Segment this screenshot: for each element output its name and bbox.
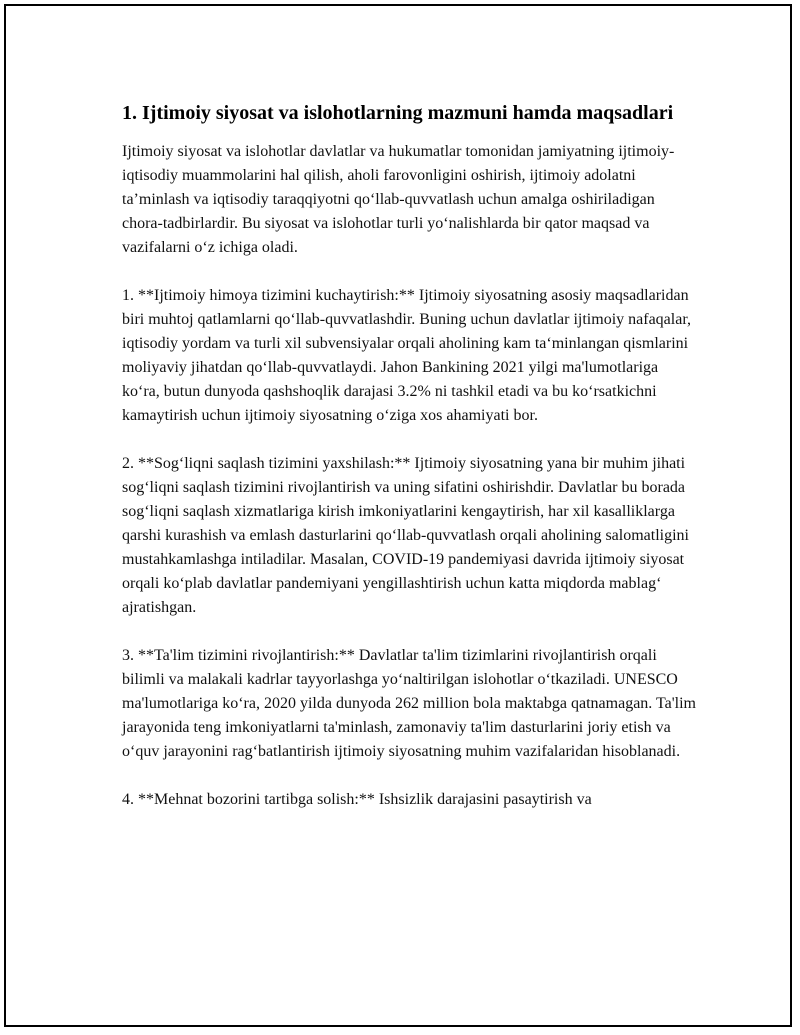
paragraph-social-protection: 1. **Ijtimoiy himoya tizimini kuchaytirish:** Ijtimoiy siyosatning asosiy maqsadlaridan biri muhtoj qatlamlarni qoʻllab-quvvatlashdir. Buning uchun davlatlar ijtimoiy nafaqalar, iqtisodiy yordam va turli xil subvensiyalar orqali aholining kam taʻminlangan qismlarini moliyaviy jihatdan qoʻllab-quvvatlaydi. Jahon Bankining 2021 yilgi ma'lumotlariga koʻra, butun dunyoda qashshoqlik darajasi 3.2% ni tashkil etadi va bu koʻrsatkichni kamaytirish uchun ijtimoiy siyosatning oʻziga xos ahamiyati bor. xyxy=(122,287,691,424)
page-frame xyxy=(4,4,792,1027)
intro-paragraph: Ijtimoiy siyosat va islohotlar davlatlar va hukumatlar tomonidan jamiyatning ijtimoiy-iqtisodiy muammolarini hal qilish, aholi farovonligini oshirish, ijtimoiy adolatni taʼminlash va iqtisodiy taraqqiyotni qoʻllab-quvvatlash uchun amalga oshiriladigan chora-tadbirlardir. Bu siyosat va islohotlar turli yoʻnalishlarda bir qator maqsad va vazifalarni oʻz ichiga oladi. xyxy=(122,143,675,256)
section-heading: 1. Ijtimoiy siyosat va islohotlarning mazmuni hamda maqsadlari xyxy=(122,102,674,124)
paragraph-education: 3. **Ta'lim tizimini rivojlantirish:** Davlatlar ta'lim tizimlarini rivojlantirish orqali bilimli va malakali kadrlar tayyorlashga yoʻnaltirilgan islohotlar oʻtkaziladi. UNESCO ma'lumotlariga koʻra, 2020 yilda dunyoda 262 million bola maktabga qatnamagan. Ta'lim jarayonida teng imkoniyatlarni ta'minlash, zamonaviy ta'lim dasturlarini joriy etish va oʻquv jarayonini ragʻbatlantirish ijtimoiy siyosatning muhim vazifalaridan hisoblanadi. xyxy=(122,647,696,760)
paragraph-labor-market: 4. **Mehnat bozorini tartibga solish:** Ishsizlik darajasini pasaytirish va xyxy=(122,791,592,808)
paragraph-healthcare: 2. **Sogʻliqni saqlash tizimini yaxshilash:** Ijtimoiy siyosatning yana bir muhim jihati sogʻliqni saqlash tizimini rivojlantirish va uning sifatini oshirishdir. Davlatlar bu borada sogʻliqni saqlash xizmatlariga kirish imkoniyatlarini kengaytirish, har xil kasalliklarga qarshi kurashish va emlash dasturlarini qoʻllab-quvvatlash orqali aholining salomatligini mustahkamlashga intiladilar. Masalan, COVID-19 pandemiyasi davrida ijtimoiy siyosat orqali koʻplab davlatlar pandemiyani yengillashtirish uchun katta miqdorda mablagʻ ajratishgan. xyxy=(122,455,689,616)
document-body xyxy=(122,98,697,836)
